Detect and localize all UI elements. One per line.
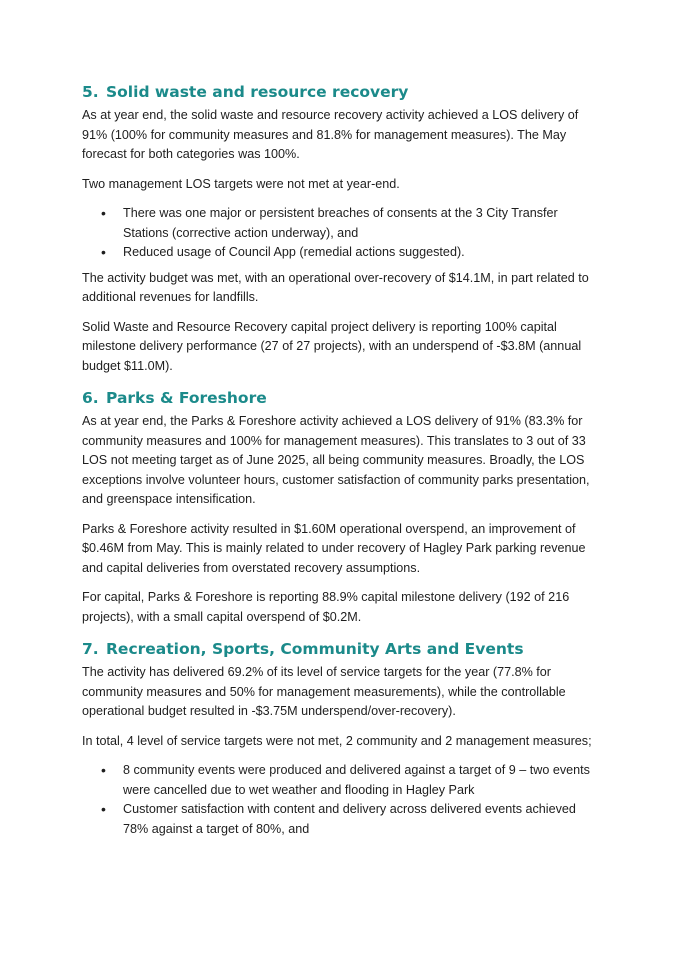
paragraph: In total, 4 level of service targets were not met, 2 community and 2 management measures; bbox=[82, 733, 592, 748]
section-number: 6. bbox=[82, 389, 99, 407]
paragraph: Parks & Foreshore activity resulted in $1.60M operational overspend, an improvement of $0.46M from May. This is mainly related to under recovery of Hagley Park parking revenue and capital deliveries from overstated recovery assumptions. bbox=[82, 521, 586, 575]
paragraph: For capital, Parks & Foreshore is reporting 88.9% capital milestone delivery (192 of 216 projects), with a small capital overspend of $0.2M. bbox=[82, 590, 570, 624]
section-title: Solid waste and resource recovery bbox=[106, 83, 409, 101]
section-heading bbox=[82, 82, 602, 102]
list-item: • There was one major or persistent breaches of consents at the 3 City Transfer Stations (corrective action underway), and bbox=[82, 204, 602, 243]
bullet-list bbox=[82, 204, 602, 263]
section-7 bbox=[82, 639, 602, 839]
paragraph: The activity budget was met, with an operational over-recovery of $14.1M, in part related to additional revenues for landfills. bbox=[82, 270, 589, 304]
paragraph: As at year end, the solid waste and resource recovery activity achieved a LOS delivery of 91% (100% for community measures and 81.8% for management measures). The May forecast for both categories was 100%. bbox=[82, 108, 579, 161]
paragraph: Solid Waste and Resource Recovery capital project delivery is reporting 100% capital milestone delivery performance (27 of 27 projects), with an underspend of -$3.8M (annual budget $11.0M). bbox=[82, 319, 582, 373]
list-item: • Reduced usage of Council App (remedial actions suggested). bbox=[82, 243, 602, 263]
section-title: Parks & Foreshore bbox=[106, 389, 267, 407]
section-5 bbox=[82, 82, 602, 376]
bullet-list bbox=[82, 761, 602, 839]
paragraph: As at year end, the Parks & Foreshore activity achieved a LOS delivery of 91% (83.3% for community measures and 100% for management measures). This translates to 3 out of 33 LOS not meeting target as of June 2025, all being community measures. Broadly, the LOS exceptions involve volunteer hours, customer satisfaction of community parks presentation, and greenspace intensification. bbox=[82, 414, 590, 506]
section-heading bbox=[82, 388, 602, 408]
section-heading bbox=[82, 639, 602, 659]
list-item: • Customer satisfaction with content and delivery across delivered events achieved 78% against a target of 80%, and bbox=[82, 800, 602, 839]
paragraph: Two management LOS targets were not met at year-end. bbox=[82, 176, 400, 191]
list-item: • 8 community events were produced and delivered against a target of 9 – two events were cancelled due to wet weather and flooding in Hagley Park bbox=[82, 761, 602, 800]
document-page bbox=[82, 82, 602, 845]
section-6 bbox=[82, 388, 602, 627]
section-title: Recreation, Sports, Community Arts and Events bbox=[106, 640, 524, 658]
section-number: 5. bbox=[82, 83, 99, 101]
paragraph: The activity has delivered 69.2% of its level of service targets for the year (77.8% for community measures and 50% for management measurements), while the controllable operational budget resulted in -$3.75M underspend/over-recovery). bbox=[82, 665, 566, 718]
section-number: 7. bbox=[82, 640, 99, 658]
